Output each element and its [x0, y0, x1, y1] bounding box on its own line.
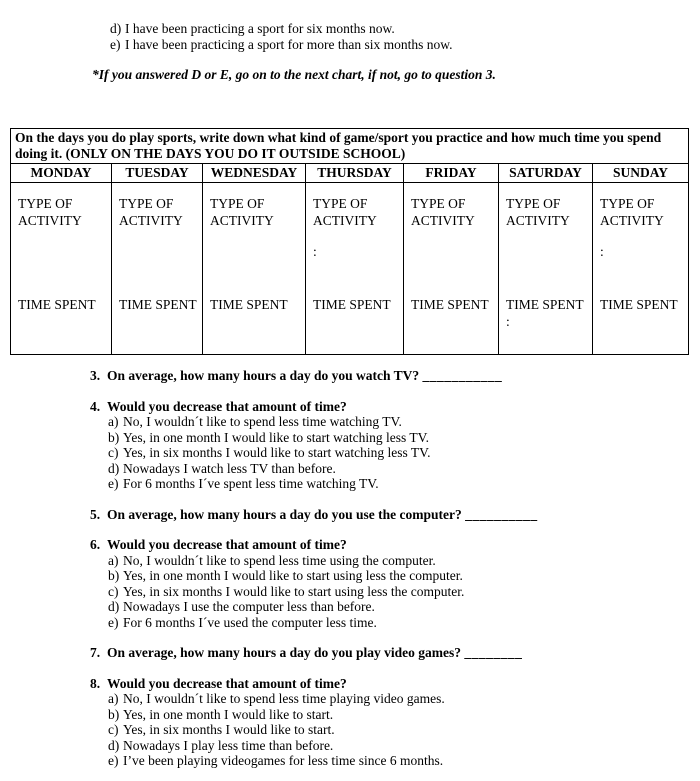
option-text: For 6 months I´ve spent less time watching TV.: [123, 476, 379, 491]
option-letter: c): [108, 445, 119, 460]
day-header-row: [11, 164, 689, 183]
time-spent-label: TIME SPENT: [18, 297, 96, 312]
time-spent-label: TIME SPENT: [600, 297, 678, 312]
activity-row: [11, 183, 689, 355]
activity-cell-friday[interactable]: [404, 183, 499, 355]
option-letter: e): [110, 37, 121, 52]
time-colon: [210, 313, 300, 330]
option-letter: d): [108, 599, 120, 614]
time-spent-label: TIME SPENT: [119, 297, 197, 312]
activity-cell-thursday[interactable]: [306, 183, 404, 355]
option-text: Yes, in one month I would like to start watching less TV.: [123, 429, 429, 445]
option-text: Yes, in one month I would like to start.: [123, 706, 334, 722]
option-text: I have been practicing a sport for six months now.: [125, 21, 395, 36]
option-b[interactable]: [108, 568, 700, 584]
question-head: [90, 507, 700, 523]
time-spent-label: TIME SPENT: [506, 297, 584, 312]
time-colon: [411, 313, 493, 330]
question-number: 6.: [90, 537, 101, 552]
day-header-monday: MONDAY: [11, 164, 112, 183]
intro-section: [92, 21, 700, 83]
intro-option-d: [110, 21, 700, 37]
question-3: [90, 368, 700, 384]
option-a[interactable]: [108, 414, 700, 430]
question-number: 7.: [90, 645, 101, 660]
type-of-activity-label: TYPE OF ACTIVITY: [18, 196, 82, 228]
answer-blank[interactable]: __________: [465, 506, 538, 522]
question-head: [90, 368, 700, 384]
activity-cell-sunday[interactable]: [593, 183, 689, 355]
option-letter: d): [108, 460, 120, 476]
option-d[interactable]: [108, 599, 700, 615]
time-spent-label: TIME SPENT: [313, 297, 391, 312]
day-header-saturday: SATURDAY: [499, 164, 593, 183]
type-colon: [210, 243, 300, 260]
type-of-activity-label: TYPE OF ACTIVITY: [119, 196, 183, 228]
time-colon: [18, 313, 106, 330]
day-header-friday: FRIDAY: [404, 164, 499, 183]
type-colon: :: [600, 244, 604, 259]
activity-cell-wednesday[interactable]: [203, 183, 306, 355]
sports-activity-table: [10, 128, 689, 355]
question-number: 3.: [90, 368, 101, 383]
question-head: [90, 399, 700, 415]
question-number: 8.: [90, 675, 101, 691]
type-of-activity-label: TYPE OF ACTIVITY: [600, 196, 664, 228]
time-colon: [313, 313, 398, 330]
question-4: [90, 399, 700, 492]
option-d[interactable]: [108, 461, 700, 477]
option-text: No, I wouldn´t like to spend less time playing video games.: [123, 691, 445, 706]
time-colon: :: [506, 314, 510, 329]
activity-cell-tuesday[interactable]: [112, 183, 203, 355]
type-colon: [506, 243, 587, 260]
option-text: Nowadays I watch less TV than before.: [123, 460, 336, 476]
type-colon: [18, 243, 106, 260]
question-text: On average, how many hours a day do you watch TV?: [107, 368, 420, 383]
question-options: [108, 691, 700, 769]
table-instruction-row: [11, 129, 689, 164]
question-options: [108, 414, 700, 492]
intro-option-e: [110, 37, 700, 53]
option-text: Yes, in six months I would like to start watching less TV.: [123, 445, 431, 460]
time-spent-label: TIME SPENT: [210, 297, 288, 312]
option-letter: e): [108, 476, 119, 491]
time-colon: [119, 313, 197, 330]
question-text: On average, how many hours a day do you use the computer?: [107, 506, 462, 522]
option-text: For 6 months I´ve used the computer less time.: [123, 614, 377, 630]
question-number: 5.: [90, 506, 101, 522]
option-text: Nowadays I use the computer less than before.: [123, 599, 375, 614]
table-instruction: On the days you do play sports, write down what kind of game/sport you practice and how much time you spend doing it. (ONLY ON THE DAYS YOU DO IT OUTSIDE SCHOOL): [11, 129, 689, 164]
option-d[interactable]: [108, 738, 700, 754]
option-letter: d): [108, 737, 120, 753]
option-c[interactable]: [108, 445, 700, 461]
questions-section: [90, 368, 700, 769]
activity-cell-monday[interactable]: [11, 183, 112, 355]
answer-blank[interactable]: ___________: [422, 368, 503, 383]
question-head: [90, 537, 700, 553]
option-letter: a): [108, 691, 119, 706]
question-text: Would you decrease that amount of time?: [107, 675, 347, 691]
question-6: [90, 537, 700, 630]
option-letter: a): [108, 552, 119, 568]
option-text: No, I wouldn´t like to spend less time watching TV.: [123, 414, 402, 429]
question-options: [108, 553, 700, 631]
question-text: Would you decrease that amount of time?: [107, 537, 347, 552]
day-header-thursday: THURSDAY: [306, 164, 404, 183]
type-of-activity-label: TYPE OF ACTIVITY: [210, 196, 274, 228]
type-of-activity-label: TYPE OF ACTIVITY: [313, 196, 377, 228]
option-text: Yes, in six months I would like to start.: [123, 722, 335, 737]
option-e[interactable]: [108, 615, 700, 631]
option-text: I’ve been playing videogames for less time since 6 months.: [123, 753, 444, 768]
option-letter: b): [108, 568, 120, 583]
question-head: [90, 645, 700, 661]
branching-note: *If you answered D or E, go on to the next chart, if not, go to question 3.: [92, 67, 496, 82]
option-letter: c): [108, 722, 119, 737]
option-text: Nowadays I play less time than before.: [123, 737, 334, 753]
option-e[interactable]: [108, 753, 700, 769]
question-8: [90, 676, 700, 769]
option-a[interactable]: [108, 553, 700, 569]
option-text: Yes, in six months I would like to start using less the computer.: [123, 583, 465, 599]
option-letter: e): [108, 753, 119, 768]
question-7: [90, 645, 700, 661]
option-text: I have been practicing a sport for more than six months now.: [125, 37, 453, 52]
option-letter: a): [108, 414, 119, 429]
option-a[interactable]: [108, 691, 700, 707]
type-colon: :: [313, 244, 317, 259]
option-letter: e): [108, 614, 119, 630]
type-of-activity-label: TYPE OF ACTIVITY: [411, 196, 475, 228]
option-letter: b): [108, 706, 120, 722]
question-text: On average, how many hours a day do you play video games?: [107, 645, 462, 660]
time-spent-label: TIME SPENT: [411, 297, 489, 312]
option-c[interactable]: [108, 584, 700, 600]
question-head: [90, 676, 700, 692]
option-b[interactable]: [108, 707, 700, 723]
question-5: [90, 507, 700, 523]
type-colon: [411, 243, 493, 260]
type-of-activity-label: TYPE OF ACTIVITY: [506, 196, 570, 228]
option-c[interactable]: [108, 722, 700, 738]
time-colon: [600, 313, 683, 330]
option-letter: b): [108, 429, 120, 445]
day-header-tuesday: TUESDAY: [112, 164, 203, 183]
answer-blank[interactable]: ________: [464, 645, 523, 660]
day-header-sunday: SUNDAY: [593, 164, 689, 183]
option-text: Yes, in one month I would like to start using less the computer.: [123, 568, 463, 583]
type-colon: [119, 243, 197, 260]
question-text: Would you decrease that amount of time?: [107, 398, 347, 414]
day-header-wednesday: WEDNESDAY: [203, 164, 306, 183]
option-letter: d): [110, 21, 122, 36]
question-number: 4.: [90, 398, 101, 414]
option-text: No, I wouldn´t like to spend less time using the computer.: [123, 552, 436, 568]
option-e[interactable]: [108, 476, 700, 492]
option-b[interactable]: [108, 430, 700, 446]
option-letter: c): [108, 583, 119, 599]
activity-cell-saturday[interactable]: [499, 183, 593, 355]
